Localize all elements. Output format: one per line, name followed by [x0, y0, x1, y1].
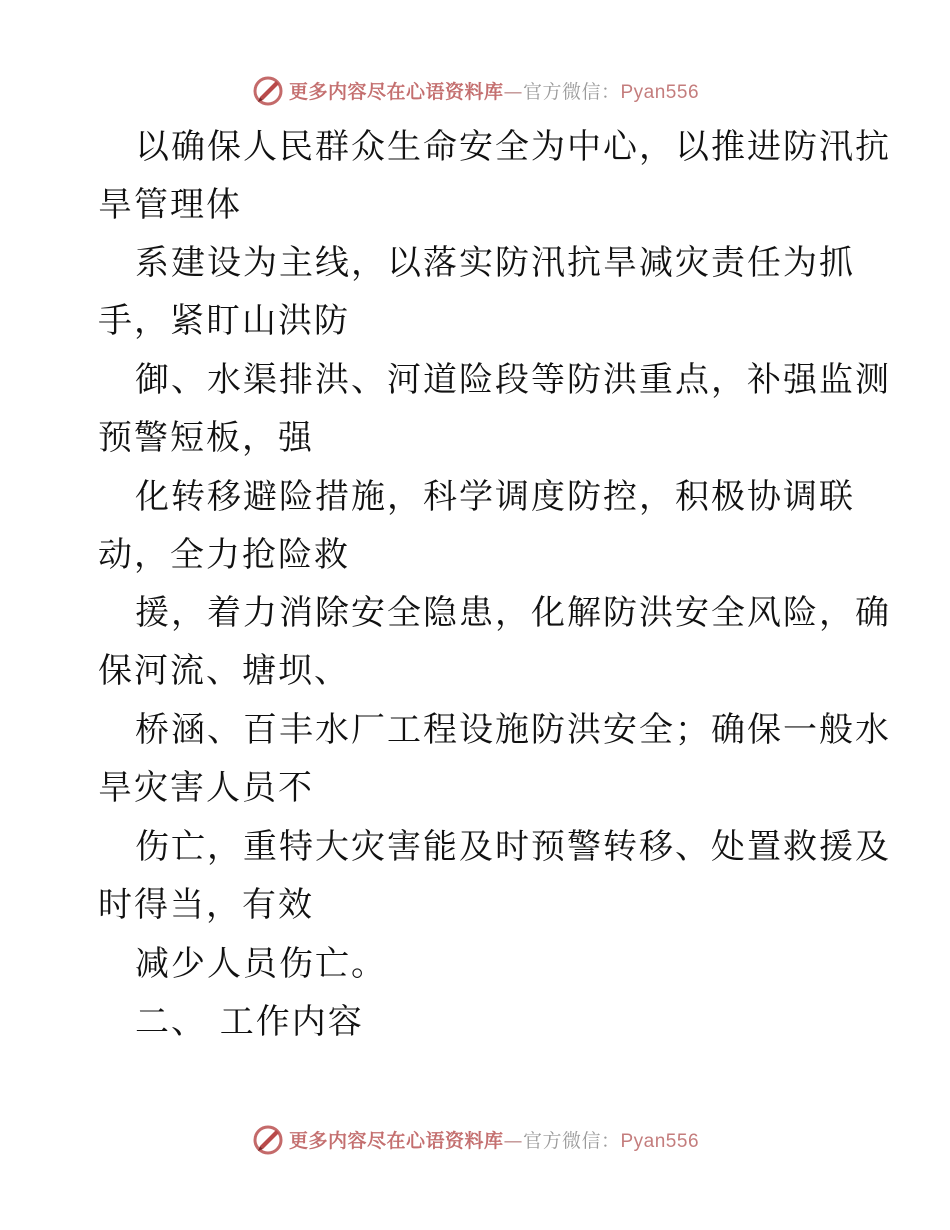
body-line: 援，着力消除安全隐患，化解防洪安全风险，确: [135, 593, 891, 633]
pen-logo-icon: [251, 73, 285, 107]
header-banner: [0, 70, 950, 110]
footer-wechat-id: Pyan556: [620, 1130, 700, 1152]
body-line: 减少人员伤亡。: [135, 944, 387, 984]
pen-logo-icon: [251, 1122, 285, 1156]
body-line: 以确保人民群众生命安全为中心，以推进防汛抗: [135, 127, 891, 167]
body-line: 旱灾害人员不: [98, 768, 314, 808]
footer-site-text: 更多内容尽在心语资料库: [288, 1129, 504, 1152]
section-heading: 二、 工作内容: [135, 1002, 364, 1042]
footer-wechat-label: 官方微信：: [522, 1129, 621, 1152]
header-text: [289, 77, 699, 104]
body-line: 预警短板，强: [98, 418, 314, 458]
header-separator: —: [503, 80, 523, 103]
footer-separator: —: [503, 1129, 523, 1152]
header-wechat-label: 官方微信：: [522, 80, 621, 103]
footer-banner: [0, 1119, 950, 1159]
body-line: 御、水渠排洪、河道险段等防洪重点，补强监测: [135, 360, 891, 400]
body-line: 动，全力抢险救: [98, 535, 350, 575]
body-line: 伤亡，重特大灾害能及时预警转移、处置救援及: [135, 827, 891, 867]
header-wechat-id: Pyan556: [620, 81, 700, 103]
body-line: 旱管理体: [98, 185, 242, 225]
footer-text: [289, 1126, 699, 1153]
body-line: 手，紧盯山洪防: [98, 301, 350, 341]
body-line: 时得当，有效: [98, 885, 314, 925]
header-site-text: 更多内容尽在心语资料库: [288, 80, 504, 103]
body-line: 保河流、塘坝、: [98, 651, 350, 691]
body-line: 桥涵、百丰水厂工程设施防洪安全；确保一般水: [135, 710, 891, 750]
body-line: 化转移避险措施，科学调度防控，积极协调联: [135, 477, 855, 517]
body-line: 系建设为主线，以落实防汛抗旱减灾责任为抓: [135, 243, 855, 283]
